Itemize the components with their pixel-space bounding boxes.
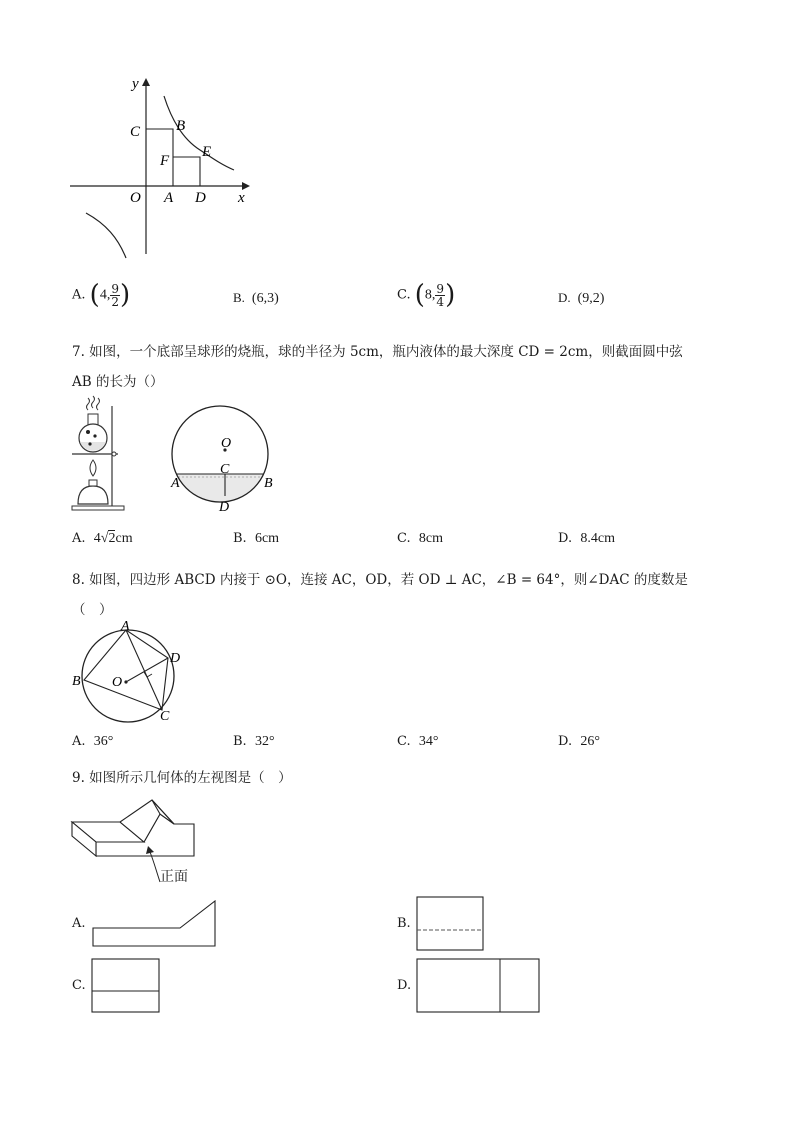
q7-stem-line2: AB 的长为（） <box>72 374 164 390</box>
q8-inscribed-quadrilateral-figure <box>68 620 188 726</box>
q7-option-a[interactable]: A. 4√2cm <box>72 531 133 546</box>
q8-stem-line1: 8. 如图，四边形 ABCD 内接于 ⊙O，连接 AC，OD，若 OD ⊥ AC，∠B = 64°，则∠DAC 的度数是 <box>72 572 688 588</box>
q7-option-c[interactable]: C. 8cm <box>397 531 443 546</box>
fig7-label-D: D <box>219 500 230 515</box>
sqrt-sign: √ <box>100 531 109 546</box>
q7-option-b[interactable]: B. 6cm <box>233 531 280 546</box>
graph-label-O: O <box>130 190 141 206</box>
graph-label-F: F <box>160 153 170 169</box>
q6-graph <box>66 70 256 260</box>
fig7-label-B: B <box>264 476 273 491</box>
q8-option-d[interactable]: D. 26° <box>558 734 600 749</box>
q9-option-a-view[interactable] <box>92 900 218 948</box>
fig8-label-D: D <box>170 651 181 666</box>
graph-label-E: E <box>202 144 212 160</box>
fig7-label-C: C <box>220 462 230 477</box>
q9-option-d-letter[interactable]: D. <box>397 978 412 993</box>
fig8-label-O: O <box>112 675 123 690</box>
fig7-label-A: A <box>171 476 180 491</box>
fig8-label-B: B <box>72 674 81 689</box>
flask-apparatus-illustration <box>68 392 130 514</box>
q7-stem-line1: 7. 如图，一个底部呈球形的烧瓶，球的半径为 5cm，瓶内液体的最大深度 CD = 2cm，则截面圆中弦 <box>72 344 683 360</box>
q6-option-b[interactable]: B. (6,3) <box>233 290 279 306</box>
q9-option-d-view[interactable] <box>416 958 542 1014</box>
q9-option-b-view[interactable] <box>416 896 486 952</box>
q7-circle-figure <box>168 398 280 518</box>
graph-label-B: B <box>176 118 186 134</box>
graph-label-y: y <box>132 76 139 92</box>
fig8-label-C: C <box>160 709 170 724</box>
q9-option-c-view[interactable] <box>91 958 162 1014</box>
q8-option-a[interactable]: A. 36° <box>72 734 114 749</box>
q6-option-d[interactable]: D. (9,2) <box>558 290 605 306</box>
front-view-label: 正面 <box>160 869 188 885</box>
q9-option-c-letter[interactable]: C. <box>72 978 86 993</box>
graph-label-C: C <box>130 124 141 140</box>
q8-option-b[interactable]: B. 32° <box>233 734 275 749</box>
q6-option-a[interactable]: A. (4, $\frac{9}{2}$ ) <box>72 280 131 310</box>
q8-option-c[interactable]: C. 34° <box>397 734 439 749</box>
fig8-label-A: A <box>121 620 130 634</box>
q7-option-d[interactable]: D. 8.4cm <box>558 531 615 546</box>
q9-stem-line1: 9. 如图所示几何体的左视图是（ ） <box>72 770 292 786</box>
fraction: $\frac{9}{4}$ <box>436 281 445 309</box>
q9-option-b-letter[interactable]: B. <box>397 916 411 931</box>
q9-option-a-letter[interactable]: A. <box>72 916 86 931</box>
fig7-label-O: O <box>221 436 232 451</box>
graph-label-x: x <box>238 190 245 206</box>
q6-option-c[interactable]: C. (8, $\frac{9}{4}$ ) <box>397 280 456 310</box>
graph-label-A: A <box>164 190 174 206</box>
q8-stem-line2: （ ） <box>72 602 113 618</box>
fraction: $\frac{9}{2}$ <box>111 281 119 309</box>
graph-label-D: D <box>195 190 206 206</box>
